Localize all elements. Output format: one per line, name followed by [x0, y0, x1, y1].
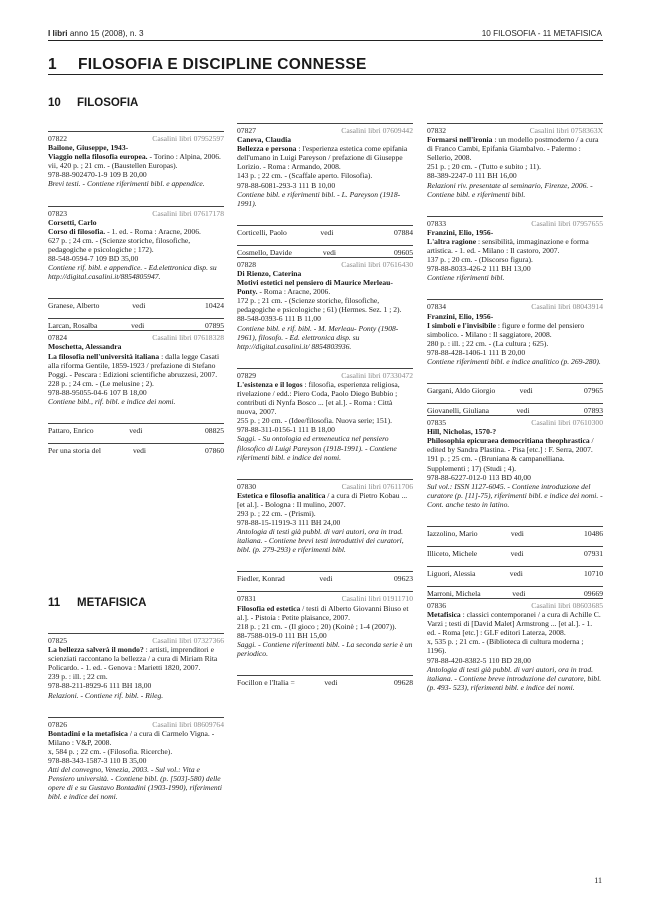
- entry-07823: 07823 Casalini libri 07617178 Corsetti, Carlo Corso di filosofia. - 1. ed. - Roma : Aracne, 2006. 627 p. ; 24 cm. - (Scienze storiche, filosofiche, pedagogiche e psicologiche ; 172). 88-548-0594-7 109 BD 35,00 Contiene rif. bibl. e appendice. - Ed.elettronica disp. su http://digital.casalini.it/8854805947.: [48, 206, 224, 282]
- entry-07825: 07825 Casalini libri 07327366 La bellezza salverà il mondo? : artisti, imprenditori e scienziati raccontano la bellezza / a cura di Miriam Rita Policardo. - 1. ed. - Genova : Marietti 1820, 2007. 239 p. : ill. ; 22 cm. 978-88-211-8929-6 111 BH 18,00 Relazioni. - Contiene rif. bibl. - Rileg.: [48, 633, 224, 700]
- cross-ref: Illiceto, Michele vedi 07931: [427, 546, 603, 558]
- header-rule: [48, 40, 603, 41]
- section-heading-metafisica: 11 METAFISICA: [48, 597, 147, 609]
- cross-ref: Giovanelli, Giuliana vedi 07893: [427, 403, 603, 415]
- entry-07828: 07828 Casalini libri 07616430 Di Rienzo, Caterina Motivi estetici nel pensiero di Maurice Merleau-Ponty. - Roma : Aracne, 2006. 172 p. ; 21 cm. - (Scienze storiche, filosofiche, pedagogiche e psicologiche ; 61) (Hermes. Sez. 1 ; 2). 88-548-0393-6 111 B 11,00 Contiene bibl. e rif. bibl. - M. Merleau- Ponty (1908-1961), filosofo. - Ed. elettronica disp. su http://digital.casalini.it/ 8854803936.: [237, 257, 413, 351]
- column-3: [427, 123, 603, 692]
- cross-ref: Per una storia del vedi 07860: [48, 443, 224, 455]
- cross-ref: Pattaro, Enrico vedi 08825: [48, 423, 224, 435]
- cross-ref: Iazzolino, Mario vedi 10486: [427, 526, 603, 538]
- running-header-left: I libri anno 15 (2008), n. 3: [48, 29, 144, 38]
- entry-07833: 07833 Casalini libri 07957655 Franzini, Elio, 1956- L'altra ragione : sensibilità, immaginazione e forma artistica. - 1. ed. - Milano : Il castoro, 2007. 137 p. ; 20 cm. - (Discorso figura). 978-88-8033-426-2 111 BH 13,00 Contiene riferimenti bibl.: [427, 216, 603, 283]
- entry-07830: 07830 Casalini libri 07611706 Estetica e filosofia analitica / a cura di Pietro Kobau ... [et al.]. - Bologna : Il mulino, 2007. 293 p. ; 22 cm. - (Prismi). 978-88-15-11919-3 111 BH 24,00 Antologia di testi già pubbl. di vari autori, ora in trad. italiana. - Contiene brevi testi introduttivi dei curatori, bibl. (p. 279-293) e riferimenti bibl.: [237, 479, 413, 555]
- column-1: [48, 131, 224, 455]
- entry-07832: 07832 Casalini libri 0758363X Formarsi nell'ironia : un modello postmoderno / a cura di Franco Cambi, Epifania Giambalvo. - Palermo : Sellerio, 2008. 251 p. ; 20 cm. - (Tutto e subito ; 11). 88-389-2247-0 111 BH 16,00 Relazioni riv. presentate al seminario, Firenze, 2006. - Contiene bibl. e riferimenti bibl.: [427, 123, 603, 199]
- cross-ref: Gargani, Aldo Giorgio vedi 07965: [427, 383, 603, 395]
- entry-07824: 07824 Casalini libri 07618328 Moschetta, Alessandra La filosofia nell'università italiana : dalla legge Casati alla riforma Gentile, 1859-1923 / prefazione di Stefano Poggi. - Pescara : Edizioni scientifiche abruzzesi, 2007. 228 p. ; 24 cm. - (Le melusine ; 2). 978-88-95055-04-6 107 B 18,00 Contiene bibl., rif. bibl. e indice dei nomi.: [48, 330, 224, 406]
- chapter-rule: [48, 74, 603, 75]
- entry-07827: 07827 Casalini libri 07609442 Caneva, Claudia Bellezza e persona : l'esperienza estetica come epifania dell'umano in Luigi Pareyson / prefazione di Giuseppe Lorizio. - Roma : Armando, 2008. 143 p. ; 22 cm. - (Scaffale aperto. Filosofia). 978-88-6081-293-3 111 B 10,00 Contiene bibl. e riferimenti bibl. - L. Pareyson (1918-1991).: [237, 123, 413, 208]
- cross-ref: Liguori, Alessia vedi 10710: [427, 566, 603, 578]
- entry-07826: 07826 Casalini libri 08609764 Bontadini e la metafisica / a cura di Carmelo Vigna. - Milano : V&P, 2008. x, 584 p. ; 22 cm. - (Filosofia. Ricerche). 978-88-343-1587-3 110 B 35,00 Atti del convegno, Venezia, 2003. - Sul vol.: Vita e Pensiero università. - Contiene bibl. (p. [503]-580) delle opere di e su Gustavo Bontadini (1903-1990), riferimenti bibl. e indice dei nomi.: [48, 717, 224, 802]
- entry-07835: 07835 Casalini libri 07610300 Hill, Nicholas, 1570-? Philosophia epicuraea democritiana theophrastica / edited by Sandra Plastina. - Pisa [etc.] : F. Serra, 2007. 191 p. ; 25 cm. - (Bruniana & campanelliana. Supplementi ; 17) (Studi ; 4). 978-88-6227-012-0 113 BD 40,00 Sul vol.: ISSN 1127-6045. - Contiene introduzione del curatore (p. [11]-75), riferimenti bibl. e indice dei nomi. - Cont. anche testo in latino.: [427, 415, 603, 509]
- cross-ref: Cosmello, Davide vedi 09605: [237, 245, 413, 257]
- page-number: 11: [594, 876, 602, 885]
- entry-07836: 07836 Casalini libri 08603685 Metafisica : classici contemporanei / a cura di Achille C. Varzi ; testi di [David Malet] Armstrong ... [et al.]. - 1. ed. - Roma [etc.] : GLF editori Laterza, 2008. x, 535 p. ; 21 cm. - (Biblioteca di cultura moderna ; 1196). 978-88-420-8382-5 110 BD 28,00 Antologia di testi già pubbl. di vari autori, ora in trad. italiana. - Contiene breve introduzione del curatore, bibl. (p. 493- 523), riferimenti bibl. e indice dei nomi.: [427, 598, 603, 692]
- cross-ref: Corticelli, Paolo vedi 07884: [237, 225, 413, 237]
- cross-ref: Fiedler, Konrad vedi 09623: [237, 571, 413, 583]
- cross-ref: Larcan, Rosalba vedi 07895: [48, 318, 224, 330]
- entry-07829: 07829 Casalini libri 07330472 L'esistenza e il logos : filosofia, esperienza religiosa, rivelazione / edd.: Piero Coda, Paolo Diego Bubbio ; contributi di Nynfa Bosco ... [et al.]. - Roma : Città nuova, 2007. 255 p. ; 20 cm. - (Idee/filosofia. Nuova serie; 151). 978-88-311-0156-1 111 B 18,00 Saggi. - Su ontologia ed ermeneutica nel pensiero filosofico di Luigi Pareyson (1918-1991). - Contiene riferimenti bibl. e indice dei nomi.: [237, 368, 413, 462]
- chapter-heading: 1 FILOSOFIA E DISCIPLINE CONNESSE: [48, 56, 367, 73]
- cross-ref: Marroni, Michela vedi 09669: [427, 586, 603, 598]
- column-1b: [48, 633, 224, 802]
- column-2: [237, 123, 413, 687]
- entry-07822: 07822 Casalini libri 07952597 Bailone, Giuseppe, 1943- Viaggio nella filosofia europea. - Torino : Alpina, 2006. vii, 420 p. ; 21 cm. - (Baustellen Europas). 978-88-902470-1-9 109 B 20,00 Brevi testi. - Contiene riferimenti bibl. e appendice.: [48, 131, 224, 189]
- running-header-right: 10 FILOSOFIA - 11 METAFISICA: [481, 29, 602, 38]
- entry-07831: 07831 Casalini libri 01911710 Filosofia ed estetica / testi di Alberto Giovanni Biuso et al.]. - Pistoia : Petite plaisance, 2007. 218 p. ; 21 cm. - (Il gioco ; 20) (Koinè ; 1-4 (2007)). 88-7588-019-0 111 BH 15,00 Saggi. - Contiene riferimenti bibl. - La seconda serie è un periodico.: [237, 591, 413, 658]
- cross-ref: Granese, Alberto vedi 10424: [48, 298, 224, 310]
- entry-07834: 07834 Casalini libri 08043914 Franzini, Elio, 1956- I simboli e l'invisibile : figure e forme del pensiero simbolico. - Milano : Il saggiatore, 2008. 280 p. : ill. ; 22 cm. - (La cultura ; 625). 978-88-428-1406-1 111 B 20,00 Contiene riferimenti bibl. e indice analitico (p. 269-280).: [427, 299, 603, 366]
- cross-ref: Focillon e l'Italia = vedi 09628: [237, 675, 413, 687]
- section-heading-filosofia: 10 FILOSOFIA: [48, 97, 139, 109]
